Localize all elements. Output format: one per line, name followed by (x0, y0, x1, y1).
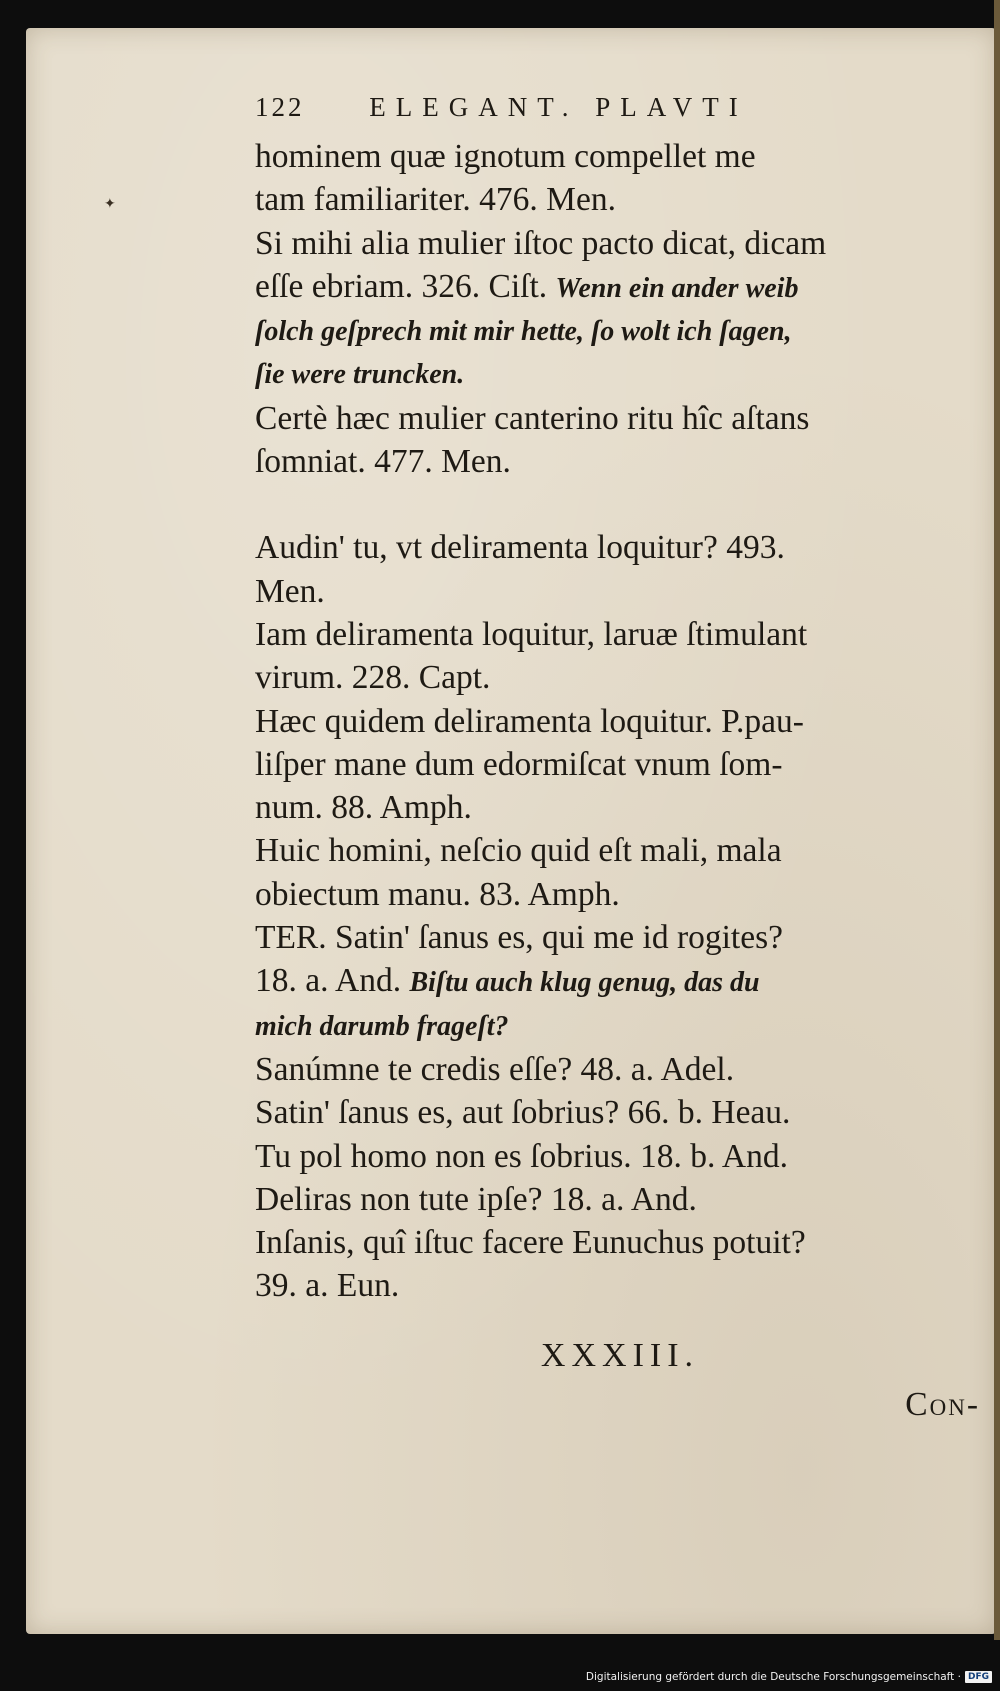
entry-8 (255, 916, 985, 1048)
text-line: obiectum manu. 83. Amph. (255, 875, 620, 913)
page-number: 122 (255, 92, 305, 122)
section-number: XXXIII. (540, 1336, 700, 1374)
entry-1 (255, 135, 985, 222)
text-line: Deliras non tute ipſe? 18. a. And. (255, 1180, 697, 1218)
text-line (255, 265, 985, 310)
catchword: Con- (905, 1386, 980, 1424)
text-line (255, 959, 985, 1004)
text-span: 18. a. And. (255, 962, 402, 1000)
text-line: tam familiariter. 476. Men. (255, 181, 616, 219)
text-line: Men. (255, 572, 325, 610)
text-line: Certè hæc mulier canterino ritu hîc aſtans (255, 399, 810, 437)
entry-12 (255, 1178, 985, 1221)
german-gloss: ſolch geſprech mit mir hette, ſo wolt ich ſagen, (255, 316, 792, 348)
page-edge (994, 0, 1000, 1640)
text-line: hominem quæ ignotum compellet me (255, 138, 756, 175)
text-line: liſper mane dum edormiſcat vnum ſom- (255, 745, 783, 783)
entry-9 (255, 1048, 985, 1091)
text-line: num. 88. Amph. (255, 789, 472, 827)
spacer (255, 483, 985, 526)
running-header (255, 92, 915, 123)
text-line: Inſanis, quî iſtuc facere Eunuchus potuit? (255, 1224, 806, 1262)
text-line: Hæc quidem deliramenta loquitur. P.pau- (255, 702, 804, 740)
entry-10 (255, 1091, 985, 1134)
margin-mark: ✦ (104, 196, 116, 212)
entry-2 (255, 222, 985, 397)
german-gloss: Wenn ein ander weib (555, 272, 799, 304)
text-line: Sanúmne te credis eſſe? 48. a. Adel. (255, 1050, 735, 1088)
entry-5 (255, 613, 985, 700)
entry-11 (255, 1135, 985, 1178)
entry-13 (255, 1221, 985, 1308)
page-body (255, 135, 985, 1426)
entry-4 (255, 526, 985, 613)
text-line: 39. a. Eun. (255, 1267, 400, 1305)
text-line: TER. Satin' ſanus es, qui me id rogites? (255, 919, 784, 957)
text-span: eſſe ebriam. 326. Ciſt. (255, 267, 548, 305)
entry-6 (255, 700, 985, 830)
entry-3 (255, 397, 985, 484)
text-line: Audin' tu, vt deliramenta loquitur? 493. (255, 529, 785, 567)
text-line: ſomniat. 477. Men. (255, 443, 511, 481)
text-line: Tu pol homo non es ſobrius. 18. b. And. (255, 1137, 788, 1175)
text-line: virum. 228. Capt. (255, 659, 491, 697)
german-gloss: mich darumb frageſt? (255, 1010, 509, 1042)
text-line: Satin' ſanus es, aut ſobrius? 66. b. Heau. (255, 1094, 791, 1132)
text-line: Huic homini, neſcio quid eſt mali, mala (255, 832, 782, 870)
german-gloss: ſie were truncken. (255, 359, 465, 391)
footer-text: Digitalisierung gefördert durch die Deutsche Forschungsgemeinschaft · (585, 1671, 961, 1683)
running-title: ELEGANT. PLAVTI (369, 92, 748, 122)
dfg-logo-icon: DFG (965, 1671, 992, 1683)
german-gloss: Biſtu auch klug genug, das du (409, 967, 760, 999)
text-line: Iam deliramenta loquitur, laruæ ſtimulant (255, 615, 808, 653)
entry-7 (255, 829, 985, 916)
text-line: Si mihi alia mulier iſtoc pacto dicat, dicam (255, 224, 827, 262)
footer-credit (586, 1671, 992, 1683)
